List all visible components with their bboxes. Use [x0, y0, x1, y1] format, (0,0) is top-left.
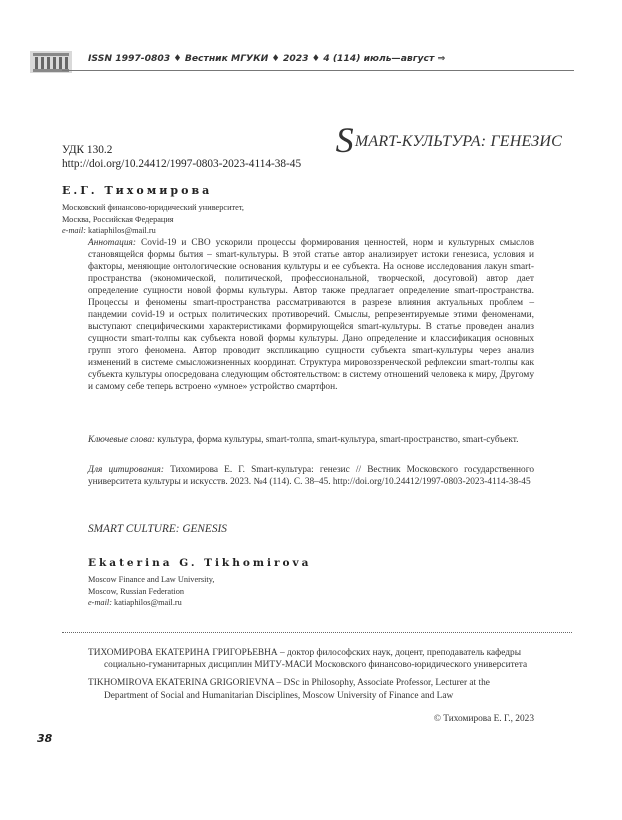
arrow-icon: ⇒ [437, 53, 446, 64]
citation [88, 464, 534, 488]
title-rest: MART-КУЛЬТУРА: ГЕНЕЗИС [354, 133, 562, 150]
citation-label: Для цитирования: [88, 465, 164, 475]
bio-en: TIKHOMIROVA EKATERINA GRIGORIEVNA – DSc in Philosophy, Associate Professor, Lecturer at the Department of Social and Humanitarian Disciplines, Moscow University of Finance and Law [88, 678, 490, 701]
page-number: 38 [37, 732, 53, 745]
journal-logo-icon [30, 49, 72, 75]
english-email[interactable]: katiaphilos@mail.ru [114, 598, 182, 607]
english-affiliation [88, 574, 214, 609]
bio-ru: ТИХОМИРОВА ЕКАТЕРИНА ГРИГОРЬЕВНА – доктор философских наук, доцент, преподаватель кафедры социально-гуманитарных дисциплин МИТУ-МАСИ Московского финансово-юридического университета [88, 648, 528, 671]
header-rule [62, 70, 574, 71]
english-org: Moscow Finance and Law University, [88, 575, 215, 584]
abstract-text: Covid-19 и СВО ускорили процессы формирования ценностей, норм и культурных смыслов становящейся формы бытия – smart-культуры. В этой статье автор анализирует истоки генезиса, условия и факторы, меняющие онтологические основания культуры и ее субъекта. На основе исследования лакун smart-пространства (экономической, политической, профессиональной, творческой, досуговой) автор дает определение сущности новой формы культуры. Автор также предлагает определение smart-пространства. Процессы и феномены smart-пространства рассматриваются в разрезе влияния актуальных проблем – пандемии covid-19 и острых политических противоречий. Смыслы, репрезентируемые этими феноменами, выступают специфическими характеристиками формирующейся smart-культуры. В статье проведен анализ сущности smart-толпы как субъекта новой формы культуры. Дано определение и классификация основных групп этого феномена. Автор проводит экспликацию сущности субъекта smart-культуры через анализ изменений в системе смысложизненных координат. Структура мировоззренческой рефлексии smart-толпы как субъекта культуры опосредована следующим обстоятельством: в систему отношений человека к миру, Другому и самому себе теперь встроено «умное» устройство смартфон. [88, 238, 534, 392]
english-email-label: e-mail: [88, 598, 112, 607]
doi-link[interactable]: http://doi.org/10.24412/1997-0803-2023-4114-38-45 [62, 158, 302, 170]
journal-header [88, 53, 445, 64]
abstract [88, 237, 534, 393]
author-email[interactable]: katiaphilos@mail.ru [88, 226, 156, 235]
author-bio [88, 647, 534, 708]
journal-issue: 4 (114) июль—август [323, 53, 435, 64]
author-city: Москва, Российская Федерация [62, 214, 174, 224]
header-separator: ♦ [173, 53, 182, 64]
english-title: SMART CULTURE: GENESIS [88, 523, 227, 535]
author-affiliation [62, 202, 244, 237]
footnote-divider [62, 632, 572, 633]
copyright: © Тихомирова Е. Г., 2023 [433, 714, 534, 724]
keywords-text: культура, форма культуры, smart-толпа, smart-культура, smart-пространство, smart-субъект. [157, 435, 519, 445]
article-meta [62, 143, 301, 171]
email-label: e-mail: [62, 226, 86, 235]
journal-year: 2023 [283, 53, 309, 64]
udk-code: УДК 130.2 [62, 144, 113, 156]
citation-text: Тихомирова Е. Г. Smart-культура: генезис // Вестник Московского государственного университета культуры и искусств. 2023. №4 (114). С. 38–45. http://doi.org/10.24412/1997-0803-2023-4114-38-45 [88, 465, 534, 487]
header-separator: ♦ [311, 53, 321, 64]
english-author-name: Ekaterina G. Tikhomirova [88, 557, 312, 569]
journal-name: Вестник МГУКИ [184, 53, 269, 64]
article-title [335, 113, 562, 160]
keywords-label: Ключевые слова: [88, 435, 155, 445]
abstract-label: Аннотация: [88, 238, 136, 248]
header-separator: ♦ [271, 53, 280, 64]
title-initial: S [335, 120, 354, 160]
author-org: Московский финансово-юридический университет, [62, 203, 244, 212]
author-name: Е.Г. Тихомирова [62, 184, 213, 197]
keywords [88, 434, 534, 446]
issn: ISSN 1997-0803 [88, 53, 171, 64]
english-city: Moscow, Russian Federation [88, 586, 185, 596]
